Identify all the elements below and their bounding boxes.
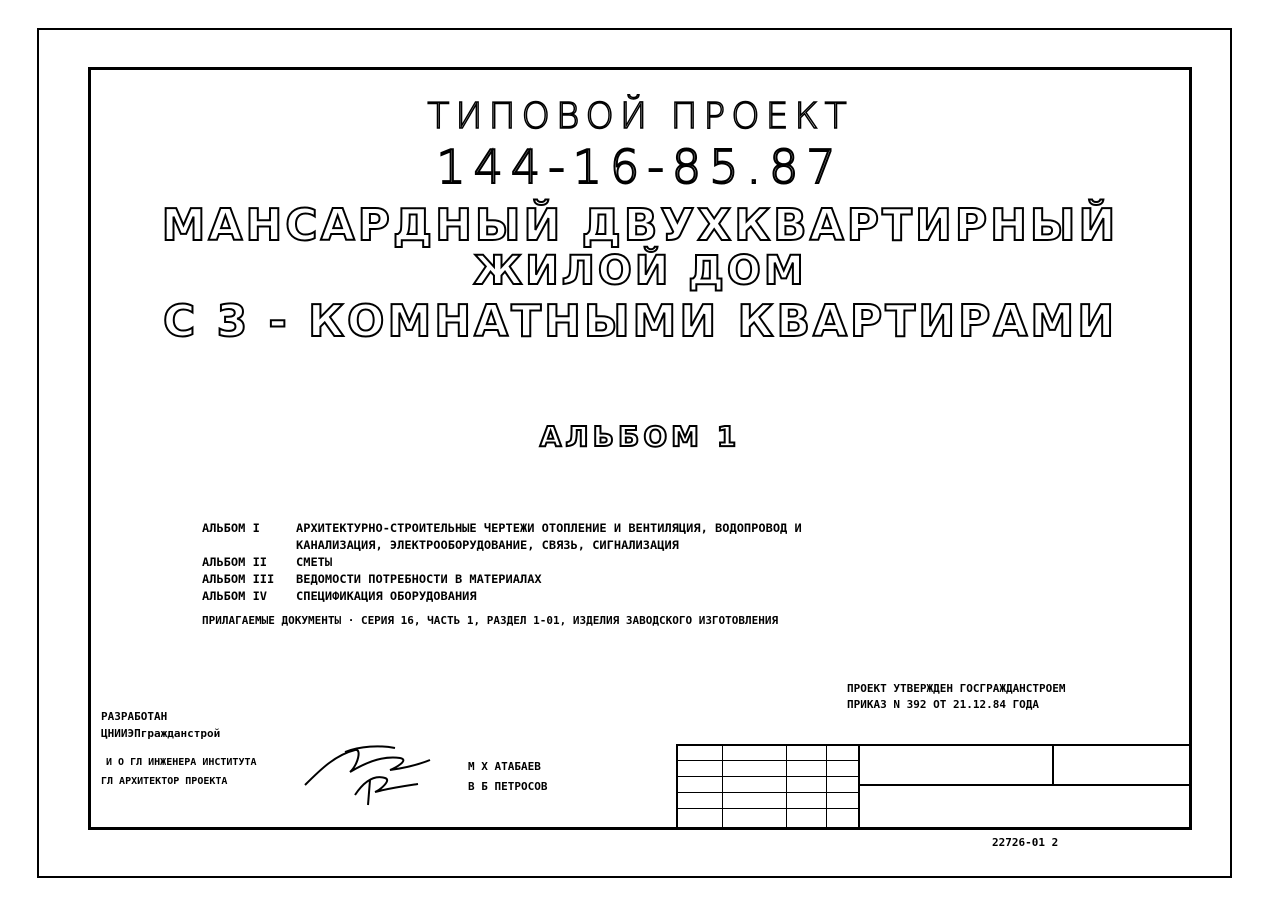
album-4-text: СПЕЦИФИКАЦИЯ ОБОРУДОВАНИЯ: [296, 589, 477, 603]
developer-institute: ЦНИИЭПгражданстрой: [101, 727, 221, 740]
footer-code: 22726-01 2: [992, 836, 1059, 849]
album-2-text: СМЕТЫ: [296, 555, 333, 569]
album-3-text: ВЕДОМОСТИ ПОТРЕБНОСТИ В МАТЕРИАЛАХ: [296, 572, 542, 586]
album-4-label: АЛЬБОМ IV: [202, 589, 268, 603]
approval-line1: ПРОЕКТ УТВЕРЖДЕН ГОСГРАЖДАНСТРОЕМ: [847, 682, 1066, 695]
approval-line2: ПРИКАЗ N 392 ОТ 21.12.84 ГОДА: [847, 698, 1040, 711]
project-name-line3: С 3 - КОМНАТНЫМИ КВАРТИРАМИ: [162, 296, 1118, 347]
project-name-line2: ЖИЛОЙ ДОМ: [473, 248, 807, 294]
title-block-stamp: [676, 744, 1192, 830]
project-name-line1: МАНСАРДНЫЙ ДВУХКВАРТИРНЫЙ: [161, 200, 1119, 251]
name-chief-engineer: М Х АТАБАЕВ: [468, 760, 541, 773]
album-3-label: АЛЬБОМ III: [202, 572, 275, 586]
album-1-text: АРХИТЕКТУРНО-СТРОИТЕЛЬНЫЕ ЧЕРТЕЖИ ОТОПЛЕНИЕ И ВЕНТИЛЯЦИЯ, ВОДОПРОВОД И: [296, 521, 802, 535]
album-2-label: АЛЬБОМ II: [202, 555, 268, 569]
developer-heading: РАЗРАБОТАН: [101, 710, 168, 723]
title-standard-project: ТИПОВОЙ ПРОЕКТ: [427, 96, 853, 137]
project-number: 144-16-85.87: [436, 140, 844, 194]
role-chief-architect: ГЛ АРХИТЕКТОР ПРОЕКТА: [101, 776, 228, 787]
role-chief-engineer: И О ГЛ ИНЖЕНЕРА ИНСТИТУТА: [106, 757, 257, 768]
name-chief-architect: В Б ПЕТРОСОВ: [468, 780, 548, 793]
album-1-text-cont: КАНАЛИЗАЦИЯ, ЭЛЕКТРООБОРУДОВАНИЕ, СВЯЗЬ, СИГНАЛИЗАЦИЯ: [296, 538, 679, 552]
signatures: [300, 740, 460, 810]
album-1-label: АЛЬБОМ I: [202, 521, 260, 535]
album-heading: АЛЬБОМ 1: [539, 420, 741, 453]
attached-documents: ПРИЛАГАЕМЫЕ ДОКУМЕНТЫ · СЕРИЯ 16, ЧАСТЬ 1, РАЗДЕЛ 1-01, ИЗДЕЛИЯ ЗАВОДСКОГО ИЗГОТОВЛЕНИЯ: [202, 614, 779, 627]
